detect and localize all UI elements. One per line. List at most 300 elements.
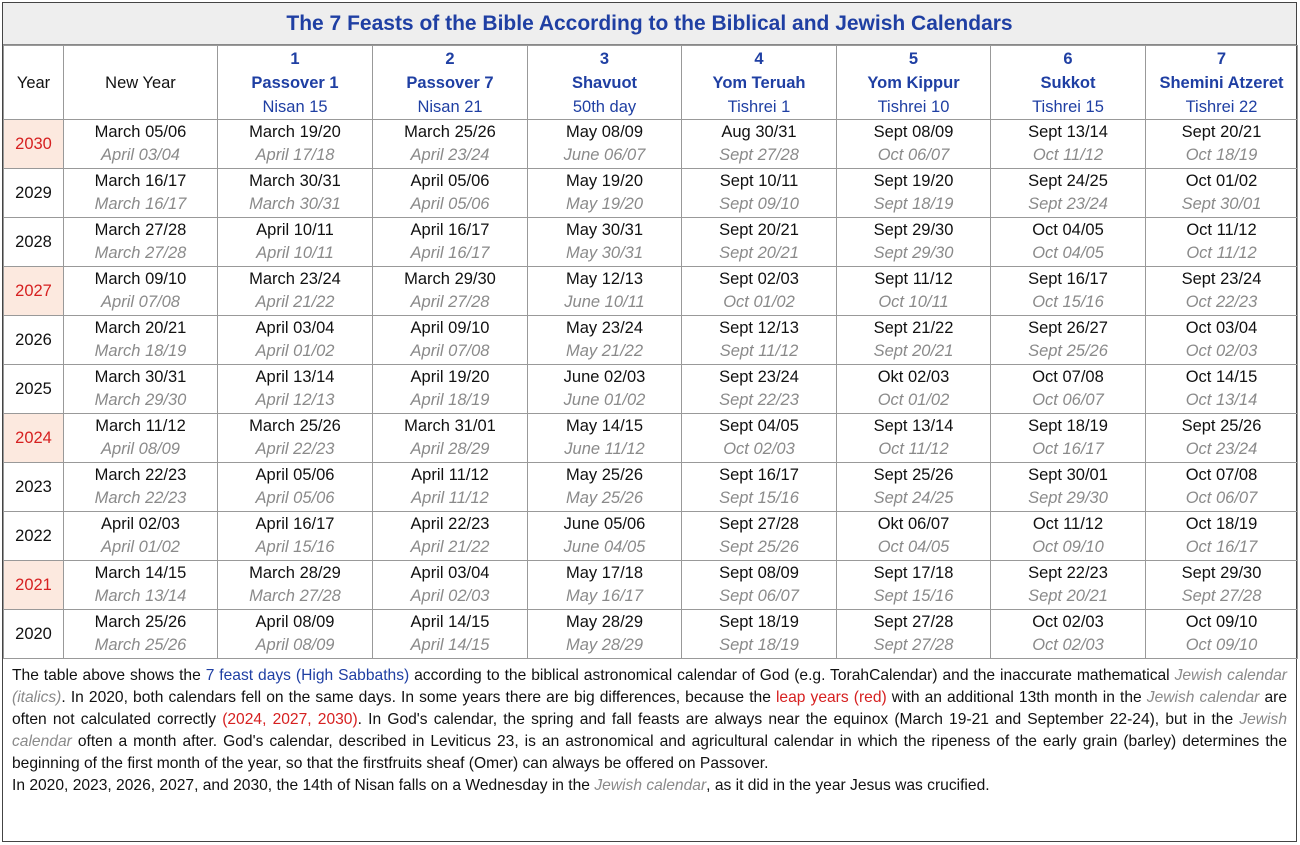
year-cell: 2020	[4, 610, 64, 659]
biblical-date: Sept 19/20	[873, 172, 954, 190]
biblical-date: May 17/18	[565, 564, 644, 582]
date-cell	[218, 414, 373, 463]
feast-number: 5	[908, 49, 919, 68]
biblical-date: Oct 01/02	[1185, 172, 1258, 190]
date-cell	[682, 610, 837, 659]
jewish-date: April 16/17	[410, 244, 490, 262]
note-text: , as it did in the year Jesus was crucified.	[706, 777, 990, 794]
header-feast-6	[991, 46, 1146, 120]
biblical-date: Oct 02/03	[1032, 613, 1104, 631]
biblical-date: Sept 27/28	[873, 613, 954, 631]
header-feast-4	[682, 46, 837, 120]
date-cell	[1146, 218, 1298, 267]
jewish-date: Sept 09/10	[719, 195, 799, 213]
year-cell: 2022	[4, 512, 64, 561]
date-cell	[682, 561, 837, 610]
date-cell	[528, 365, 682, 414]
jewish-date: Sept 18/19	[873, 195, 954, 213]
jewish-date: Oct 23/24	[1185, 440, 1258, 458]
jewish-date: May 28/29	[565, 636, 644, 654]
feast-name: Shavuot	[571, 73, 638, 92]
jewish-date: Oct 06/07	[1032, 391, 1104, 409]
date-cell	[528, 512, 682, 561]
jewish-date: April 08/09	[255, 636, 335, 654]
jewish-date: Oct 16/17	[1185, 538, 1258, 556]
note-text: leap years (red)	[775, 689, 887, 706]
jewish-date: Oct 11/12	[1032, 146, 1104, 164]
jewish-date: June 11/12	[564, 440, 645, 458]
jewish-date: April 07/08	[410, 342, 490, 360]
date-cell	[528, 267, 682, 316]
biblical-date: March 25/26	[94, 613, 187, 631]
biblical-date: April 03/04	[255, 319, 335, 337]
date-cell	[64, 267, 218, 316]
date-cell	[682, 463, 837, 512]
biblical-date: May 28/29	[565, 613, 644, 631]
feast-name: Sukkot	[1040, 73, 1096, 92]
biblical-date: Oct 18/19	[1185, 515, 1258, 533]
feast-date: Tishrei 10	[877, 97, 950, 116]
jewish-date: Oct 16/17	[1032, 440, 1104, 458]
header-feast-2	[373, 46, 528, 120]
biblical-date: March 28/29	[249, 564, 341, 582]
date-cell	[373, 610, 528, 659]
biblical-date: Oct 03/04	[1185, 319, 1258, 337]
biblical-date: Sept 24/25	[1028, 172, 1108, 190]
date-cell	[64, 463, 218, 512]
jewish-date: March 25/26	[94, 636, 187, 654]
jewish-date: Sept 29/30	[873, 244, 954, 262]
date-cell	[528, 463, 682, 512]
header-feast-3	[528, 46, 682, 120]
biblical-date: March 14/15	[94, 564, 187, 582]
date-cell	[837, 414, 991, 463]
biblical-date: May 19/20	[565, 172, 644, 190]
date-cell	[1146, 414, 1298, 463]
biblical-date: March 05/06	[94, 123, 187, 141]
date-cell	[373, 316, 528, 365]
jewish-date: March 27/28	[94, 244, 187, 262]
biblical-date: Sept 23/24	[719, 368, 799, 386]
feasts-document	[2, 2, 1297, 842]
jewish-date: Sept 18/19	[719, 636, 799, 654]
jewish-date: March 22/23	[94, 489, 187, 507]
leap-year-cell: 2021	[4, 561, 64, 610]
biblical-date: Oct 11/12	[1032, 515, 1104, 533]
date-cell	[64, 120, 218, 169]
biblical-date: April 05/06	[255, 466, 335, 484]
jewish-date: Oct 11/12	[1186, 244, 1257, 262]
table-row	[4, 218, 1298, 267]
jewish-date: Oct 06/07	[877, 146, 950, 164]
biblical-date: Sept 21/22	[873, 319, 954, 337]
feast-name: Shemini Atzeret	[1159, 73, 1284, 92]
jewish-date: Oct 02/03	[723, 440, 795, 458]
date-cell	[218, 463, 373, 512]
jewish-date: June 10/11	[564, 293, 645, 311]
biblical-date: Sept 18/19	[719, 613, 799, 631]
jewish-date: April 17/18	[255, 146, 335, 164]
feast-number: 4	[754, 49, 764, 68]
biblical-date: Sept 27/28	[719, 515, 799, 533]
biblical-date: Sept 30/01	[1028, 466, 1108, 484]
biblical-date: Okt 06/07	[877, 515, 950, 533]
jewish-date: April 01/02	[255, 342, 335, 360]
year-cell: 2028	[4, 218, 64, 267]
biblical-date: Sept 22/23	[1028, 564, 1108, 582]
jewish-date: April 15/16	[255, 538, 335, 556]
date-cell	[1146, 463, 1298, 512]
jewish-date: Oct 10/11	[878, 293, 949, 311]
jewish-date: Sept 29/30	[1028, 489, 1108, 507]
date-cell	[682, 365, 837, 414]
date-cell	[528, 316, 682, 365]
leap-year-cell: 2024	[4, 414, 64, 463]
jewish-date: April 28/29	[410, 440, 490, 458]
biblical-date: Sept 04/05	[719, 417, 799, 435]
table-body	[4, 120, 1298, 659]
jewish-date: June 04/05	[563, 538, 646, 556]
biblical-date: April 03/04	[410, 564, 490, 582]
date-cell	[218, 218, 373, 267]
jewish-date: April 10/11	[256, 244, 334, 262]
jewish-date: Oct 13/14	[1185, 391, 1258, 409]
jewish-date: Sept 27/28	[1181, 587, 1262, 605]
jewish-date: Oct 22/23	[1185, 293, 1258, 311]
feast-date: 50th day	[572, 97, 637, 116]
date-cell	[373, 218, 528, 267]
jewish-date: April 11/12	[411, 489, 489, 507]
date-cell	[1146, 120, 1298, 169]
jewish-date: Sept 06/07	[719, 587, 799, 605]
jewish-date: Sept 20/21	[719, 244, 799, 262]
table-row	[4, 610, 1298, 659]
biblical-date: April 11/12	[411, 466, 489, 484]
table-row	[4, 316, 1298, 365]
table-row	[4, 561, 1298, 610]
biblical-date: April 19/20	[410, 368, 490, 386]
biblical-date: March 25/26	[249, 417, 341, 435]
jewish-date: April 14/15	[410, 636, 490, 654]
jewish-date: Oct 04/05	[877, 538, 950, 556]
jewish-date: March 13/14	[94, 587, 187, 605]
feast-name: Passover 7	[406, 73, 494, 92]
jewish-date: Sept 11/12	[719, 342, 799, 360]
jewish-date: April 21/22	[255, 293, 335, 311]
biblical-date: Sept 08/09	[873, 123, 954, 141]
date-cell	[528, 414, 682, 463]
date-cell	[64, 610, 218, 659]
jewish-date: Sept 20/21	[1028, 587, 1108, 605]
biblical-date: June 02/03	[563, 368, 646, 386]
jewish-date: Sept 23/24	[1028, 195, 1108, 213]
date-cell	[991, 365, 1146, 414]
date-cell	[991, 463, 1146, 512]
jewish-date: March 27/28	[249, 587, 341, 605]
feast-date: Nisan 21	[417, 97, 483, 116]
note-text: are often not calculated correctly	[12, 689, 1288, 728]
jewish-date: Sept 15/16	[719, 489, 799, 507]
jewish-date: Oct 11/12	[878, 440, 949, 458]
biblical-date: Aug 30/31	[721, 123, 797, 141]
jewish-date: April 08/09	[101, 440, 180, 458]
feast-number: 7	[1216, 49, 1227, 68]
date-cell	[682, 267, 837, 316]
biblical-date: Sept 26/27	[1028, 319, 1108, 337]
date-cell	[64, 561, 218, 610]
biblical-date: Sept 20/21	[719, 221, 799, 239]
date-cell	[1146, 561, 1298, 610]
jewish-date: May 21/22	[565, 342, 644, 360]
feast-number: 3	[599, 49, 610, 68]
jewish-date: Sept 24/25	[873, 489, 954, 507]
note-paragraph-2	[12, 775, 1287, 797]
year-cell: 2025	[4, 365, 64, 414]
date-cell	[837, 316, 991, 365]
jewish-date: May 19/20	[565, 195, 644, 213]
feasts-table	[3, 45, 1298, 659]
date-cell	[64, 169, 218, 218]
jewish-date: Oct 01/02	[723, 293, 795, 311]
note-text: Jewish calendar	[12, 711, 1287, 750]
jewish-date: April 01/02	[101, 538, 180, 556]
jewish-date: Sept 25/26	[719, 538, 799, 556]
jewish-date: March 18/19	[94, 342, 187, 360]
date-cell	[373, 512, 528, 561]
biblical-date: Sept 29/30	[1181, 564, 1262, 582]
date-cell	[1146, 365, 1298, 414]
biblical-date: April 02/03	[101, 515, 180, 533]
biblical-date: Sept 02/03	[719, 270, 799, 288]
biblical-date: April 08/09	[255, 613, 335, 631]
jewish-date: Sept 25/26	[1028, 342, 1108, 360]
jewish-date: May 16/17	[565, 587, 644, 605]
note-text: Jewish calendar (italics)	[12, 667, 1287, 706]
jewish-date: Oct 15/16	[1032, 293, 1104, 311]
feast-name: Yom Kippur	[867, 73, 960, 92]
note-text: . In 2020, both calendars fell on the same days. In some years there are big differences, because the	[61, 689, 776, 706]
date-cell	[1146, 267, 1298, 316]
biblical-date: Sept 20/21	[1181, 123, 1262, 141]
leap-year-cell: 2027	[4, 267, 64, 316]
date-cell	[991, 267, 1146, 316]
jewish-date: Oct 01/02	[877, 391, 950, 409]
date-cell	[218, 610, 373, 659]
date-cell	[218, 120, 373, 169]
jewish-date: April 05/06	[410, 195, 490, 213]
table-row	[4, 463, 1298, 512]
biblical-date: April 16/17	[410, 221, 490, 239]
header-year: Year	[4, 46, 64, 120]
jewish-date: Sept 27/28	[719, 146, 799, 164]
biblical-date: March 16/17	[94, 172, 187, 190]
header-feast-7	[1146, 46, 1298, 120]
jewish-date: March 16/17	[94, 195, 187, 213]
jewish-date: Oct 06/07	[1185, 489, 1258, 507]
date-cell	[64, 512, 218, 561]
year-cell: 2026	[4, 316, 64, 365]
feast-date: Tishrei 22	[1185, 97, 1258, 116]
date-cell	[528, 120, 682, 169]
jewish-date: Sept 20/21	[873, 342, 954, 360]
biblical-date: March 27/28	[94, 221, 187, 239]
jewish-date: Sept 22/23	[719, 391, 799, 409]
date-cell	[682, 120, 837, 169]
date-cell	[837, 218, 991, 267]
biblical-date: April 16/17	[255, 515, 335, 533]
jewish-date: May 30/31	[565, 244, 644, 262]
jewish-date: April 02/03	[410, 587, 490, 605]
biblical-date: Sept 23/24	[1181, 270, 1262, 288]
feast-date: Tishrei 1	[727, 97, 791, 116]
date-cell	[1146, 610, 1298, 659]
jewish-date: June 01/02	[563, 391, 646, 409]
biblical-date: March 11/12	[95, 417, 186, 435]
biblical-date: March 22/23	[94, 466, 187, 484]
date-cell	[64, 414, 218, 463]
date-cell	[373, 169, 528, 218]
date-cell	[218, 316, 373, 365]
biblical-date: April 09/10	[410, 319, 490, 337]
jewish-date: Oct 02/03	[1185, 342, 1258, 360]
jewish-date: April 23/24	[410, 146, 490, 164]
biblical-date: Sept 18/19	[1028, 417, 1108, 435]
date-cell	[218, 365, 373, 414]
jewish-date: May 25/26	[565, 489, 644, 507]
biblical-date: April 13/14	[255, 368, 335, 386]
biblical-date: May 30/31	[565, 221, 644, 239]
date-cell	[837, 463, 991, 512]
jewish-date: April 18/19	[410, 391, 490, 409]
date-cell	[528, 218, 682, 267]
jewish-date: March 29/30	[94, 391, 187, 409]
date-cell	[837, 169, 991, 218]
table-row	[4, 414, 1298, 463]
date-cell	[64, 316, 218, 365]
date-cell	[373, 463, 528, 512]
biblical-date: Sept 29/30	[873, 221, 954, 239]
date-cell	[218, 512, 373, 561]
year-cell: 2029	[4, 169, 64, 218]
biblical-date: Okt 02/03	[877, 368, 950, 386]
biblical-date: Sept 25/26	[1181, 417, 1262, 435]
date-cell	[991, 316, 1146, 365]
note-text: (2024, 2027, 2030)	[222, 711, 358, 728]
jewish-date: Sept 15/16	[873, 587, 954, 605]
date-cell	[682, 169, 837, 218]
feast-date: Tishrei 15	[1032, 97, 1104, 116]
date-cell	[218, 267, 373, 316]
note-text: Jewish calendar	[594, 777, 707, 794]
jewish-date: Sept 27/28	[873, 636, 954, 654]
date-cell	[373, 561, 528, 610]
biblical-date: Oct 14/15	[1185, 368, 1258, 386]
year-cell: 2023	[4, 463, 64, 512]
table-row	[4, 512, 1298, 561]
jewish-date: April 22/23	[255, 440, 335, 458]
feast-number: 2	[445, 49, 455, 68]
biblical-date: April 05/06	[410, 172, 490, 190]
biblical-date: May 25/26	[565, 466, 644, 484]
biblical-date: March 09/10	[94, 270, 187, 288]
biblical-date: June 05/06	[563, 515, 646, 533]
date-cell	[373, 365, 528, 414]
feast-number: 6	[1063, 49, 1073, 68]
date-cell	[991, 120, 1146, 169]
biblical-date: March 31/01	[404, 417, 496, 435]
date-cell	[528, 610, 682, 659]
biblical-date: Sept 17/18	[873, 564, 954, 582]
table-row	[4, 169, 1298, 218]
biblical-date: Oct 07/08	[1032, 368, 1104, 386]
date-cell	[682, 316, 837, 365]
biblical-date: Sept 08/09	[719, 564, 799, 582]
jewish-date: Oct 09/10	[1032, 538, 1104, 556]
biblical-date: March 25/26	[404, 123, 496, 141]
table-row	[4, 267, 1298, 316]
date-cell	[682, 218, 837, 267]
biblical-date: March 30/31	[94, 368, 187, 386]
date-cell	[64, 218, 218, 267]
biblical-date: Oct 07/08	[1185, 466, 1258, 484]
date-cell	[837, 365, 991, 414]
leap-year-cell: 2030	[4, 120, 64, 169]
date-cell	[991, 610, 1146, 659]
jewish-date: April 05/06	[255, 489, 335, 507]
jewish-date: April 21/22	[410, 538, 490, 556]
header-feast-5	[837, 46, 991, 120]
feast-number: 1	[290, 49, 300, 68]
note-text: with an additional 13th month in the	[886, 689, 1147, 706]
header-feast-1	[218, 46, 373, 120]
jewish-date: April 07/08	[101, 293, 180, 311]
biblical-date: May 08/09	[565, 123, 644, 141]
feast-name: Yom Teruah	[712, 73, 806, 92]
feast-date: Nisan 15	[262, 97, 328, 116]
biblical-date: Oct 04/05	[1032, 221, 1104, 239]
feast-name: Passover 1	[251, 73, 339, 92]
page-title: The 7 Feasts of the Bible According to the Biblical and Jewish Calendars	[3, 3, 1296, 45]
biblical-date: April 14/15	[410, 613, 490, 631]
date-cell	[991, 218, 1146, 267]
date-cell	[1146, 316, 1298, 365]
date-cell	[218, 561, 373, 610]
biblical-date: Sept 13/14	[1028, 123, 1108, 141]
date-cell	[682, 414, 837, 463]
biblical-date: Oct 09/10	[1185, 613, 1258, 631]
jewish-date: Sept 30/01	[1181, 195, 1262, 213]
date-cell	[64, 365, 218, 414]
date-cell	[837, 610, 991, 659]
jewish-date: April 12/13	[255, 391, 335, 409]
date-cell	[373, 414, 528, 463]
date-cell	[373, 120, 528, 169]
biblical-date: April 10/11	[256, 221, 334, 239]
date-cell	[682, 512, 837, 561]
date-cell	[528, 169, 682, 218]
date-cell	[991, 512, 1146, 561]
date-cell	[837, 512, 991, 561]
biblical-date: Sept 16/17	[719, 466, 799, 484]
jewish-date: March 30/31	[249, 195, 341, 213]
biblical-date: April 22/23	[410, 515, 490, 533]
jewish-date: June 06/07	[563, 146, 646, 164]
date-cell	[991, 561, 1146, 610]
jewish-date: Oct 18/19	[1185, 146, 1258, 164]
biblical-date: Sept 13/14	[873, 417, 954, 435]
table-header-row	[4, 46, 1298, 120]
table-row	[4, 120, 1298, 169]
